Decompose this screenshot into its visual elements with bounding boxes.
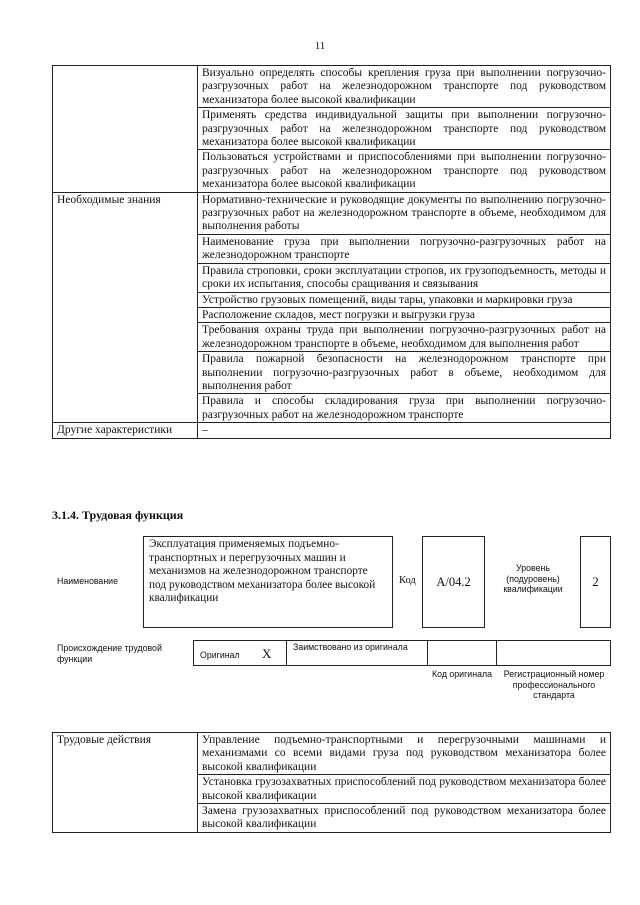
- table-cell: Нормативно-технические и руководящие документы по выполнению погрузочно-разгрузочных работ на железнодорожном транспорте в объеме, необходимом для выполнения работы: [198, 192, 611, 234]
- table-cell: Пользоваться устройствами и приспособлениями при выполнении погрузочно-разгрузочных работ на железнодорожном транспорте под руководством механизатора более высокой квалификации: [198, 150, 611, 192]
- original-label: Оригинал: [200, 650, 240, 660]
- code-original-label: Код оригинала: [432, 669, 492, 679]
- table-cell: Устройство грузовых помещений, виды тары, упаковки и маркировки груза: [198, 292, 611, 307]
- table-cell: Наименование груза при выполнении погрузочно-разгрузочных работ на железнодорожном транспорте: [198, 234, 611, 263]
- table-cell: Правила пожарной безопасности на железнодорожном транспорте при выполнении погрузочно-разгрузочных работ в объеме, необходимом для выполнения работ: [198, 352, 611, 394]
- table-row: [53, 66, 611, 108]
- borrowed-label: Заимствовано из оригинала: [293, 642, 408, 652]
- level-label: Уровень (подуровень) квалификации: [503, 563, 563, 594]
- table-cell: Применять средства индивидуальной защиты при выполнении погрузочно-разгрузочных работ на железнодорожном транспорте под руководством механизатора более высокой квалификации: [198, 108, 611, 150]
- row-label-knowledge: Необходимые знания: [53, 192, 198, 423]
- code-label: Код: [399, 575, 416, 586]
- table-cell: Замена грузозахватных приспособлений под руководством механизатора более высокой квалификации: [198, 804, 611, 833]
- labor-actions-table: [52, 732, 611, 833]
- function-name-box: Эксплуатация применяемых подъемно-транспортных и перегрузочных машин и механизмов на железнодорожном транспорте под руководством механизатора более высокой квалификации: [143, 536, 393, 628]
- original-cell: [193, 640, 287, 666]
- table-cell: Визуально определять способы крепления груза при выполнении погрузочно-разгрузочных работ на железнодорожном транспорте под руководством механизатора более высокой квалификации: [198, 66, 611, 108]
- borrowed-cell: [286, 640, 428, 666]
- code-value: A/04.2: [422, 536, 485, 628]
- table-cell: Расположение складов, мест погрузки и выгрузки груза: [198, 307, 611, 322]
- row-label-other: Другие характеристики: [53, 423, 198, 438]
- row-label-actions: Трудовые действия: [53, 733, 198, 833]
- table-cell: Требования охраны труда при выполнении погрузочно-разгрузочных работ на железнодорожном транспорте в объеме, необходимом для выполнения работ: [198, 323, 611, 352]
- name-label: Наименование: [57, 576, 118, 586]
- level-value: 2: [580, 536, 611, 628]
- table-cell: Правила строповки, сроки эксплуатации стропов, их грузоподъемность, методы и сроки их испытания, способы сращивания и связывания: [198, 263, 611, 292]
- table-row: [53, 423, 611, 438]
- table-cell: Управление подъемно-транспортными и перегрузочными машинами и механизмами со всеми видами груза под руководством механизатора более высокой квалификации: [198, 733, 611, 775]
- code-original-cell: [427, 640, 497, 666]
- table-row: [53, 733, 611, 775]
- table-cell: Установка грузозахватных приспособлений под руководством механизатора более высокой квалификации: [198, 775, 611, 804]
- table-cell: –: [198, 423, 611, 438]
- row-label: [53, 66, 198, 193]
- reg-number-label: Регистрационный номер профессионального стандарта: [503, 669, 605, 700]
- origin-label: Происхождение трудовой функции: [57, 643, 162, 664]
- reg-number-cell: [496, 640, 611, 666]
- table-row: [53, 192, 611, 234]
- table-cell: Правила и способы складирования груза при выполнении погрузочно-разгрузочных работ на железнодорожном транспорте: [198, 394, 611, 423]
- page-number: 11: [314, 40, 326, 52]
- skills-knowledge-table: [52, 65, 611, 439]
- original-mark: X: [262, 646, 272, 661]
- section-heading: 3.1.4. Трудовая функция: [52, 508, 184, 522]
